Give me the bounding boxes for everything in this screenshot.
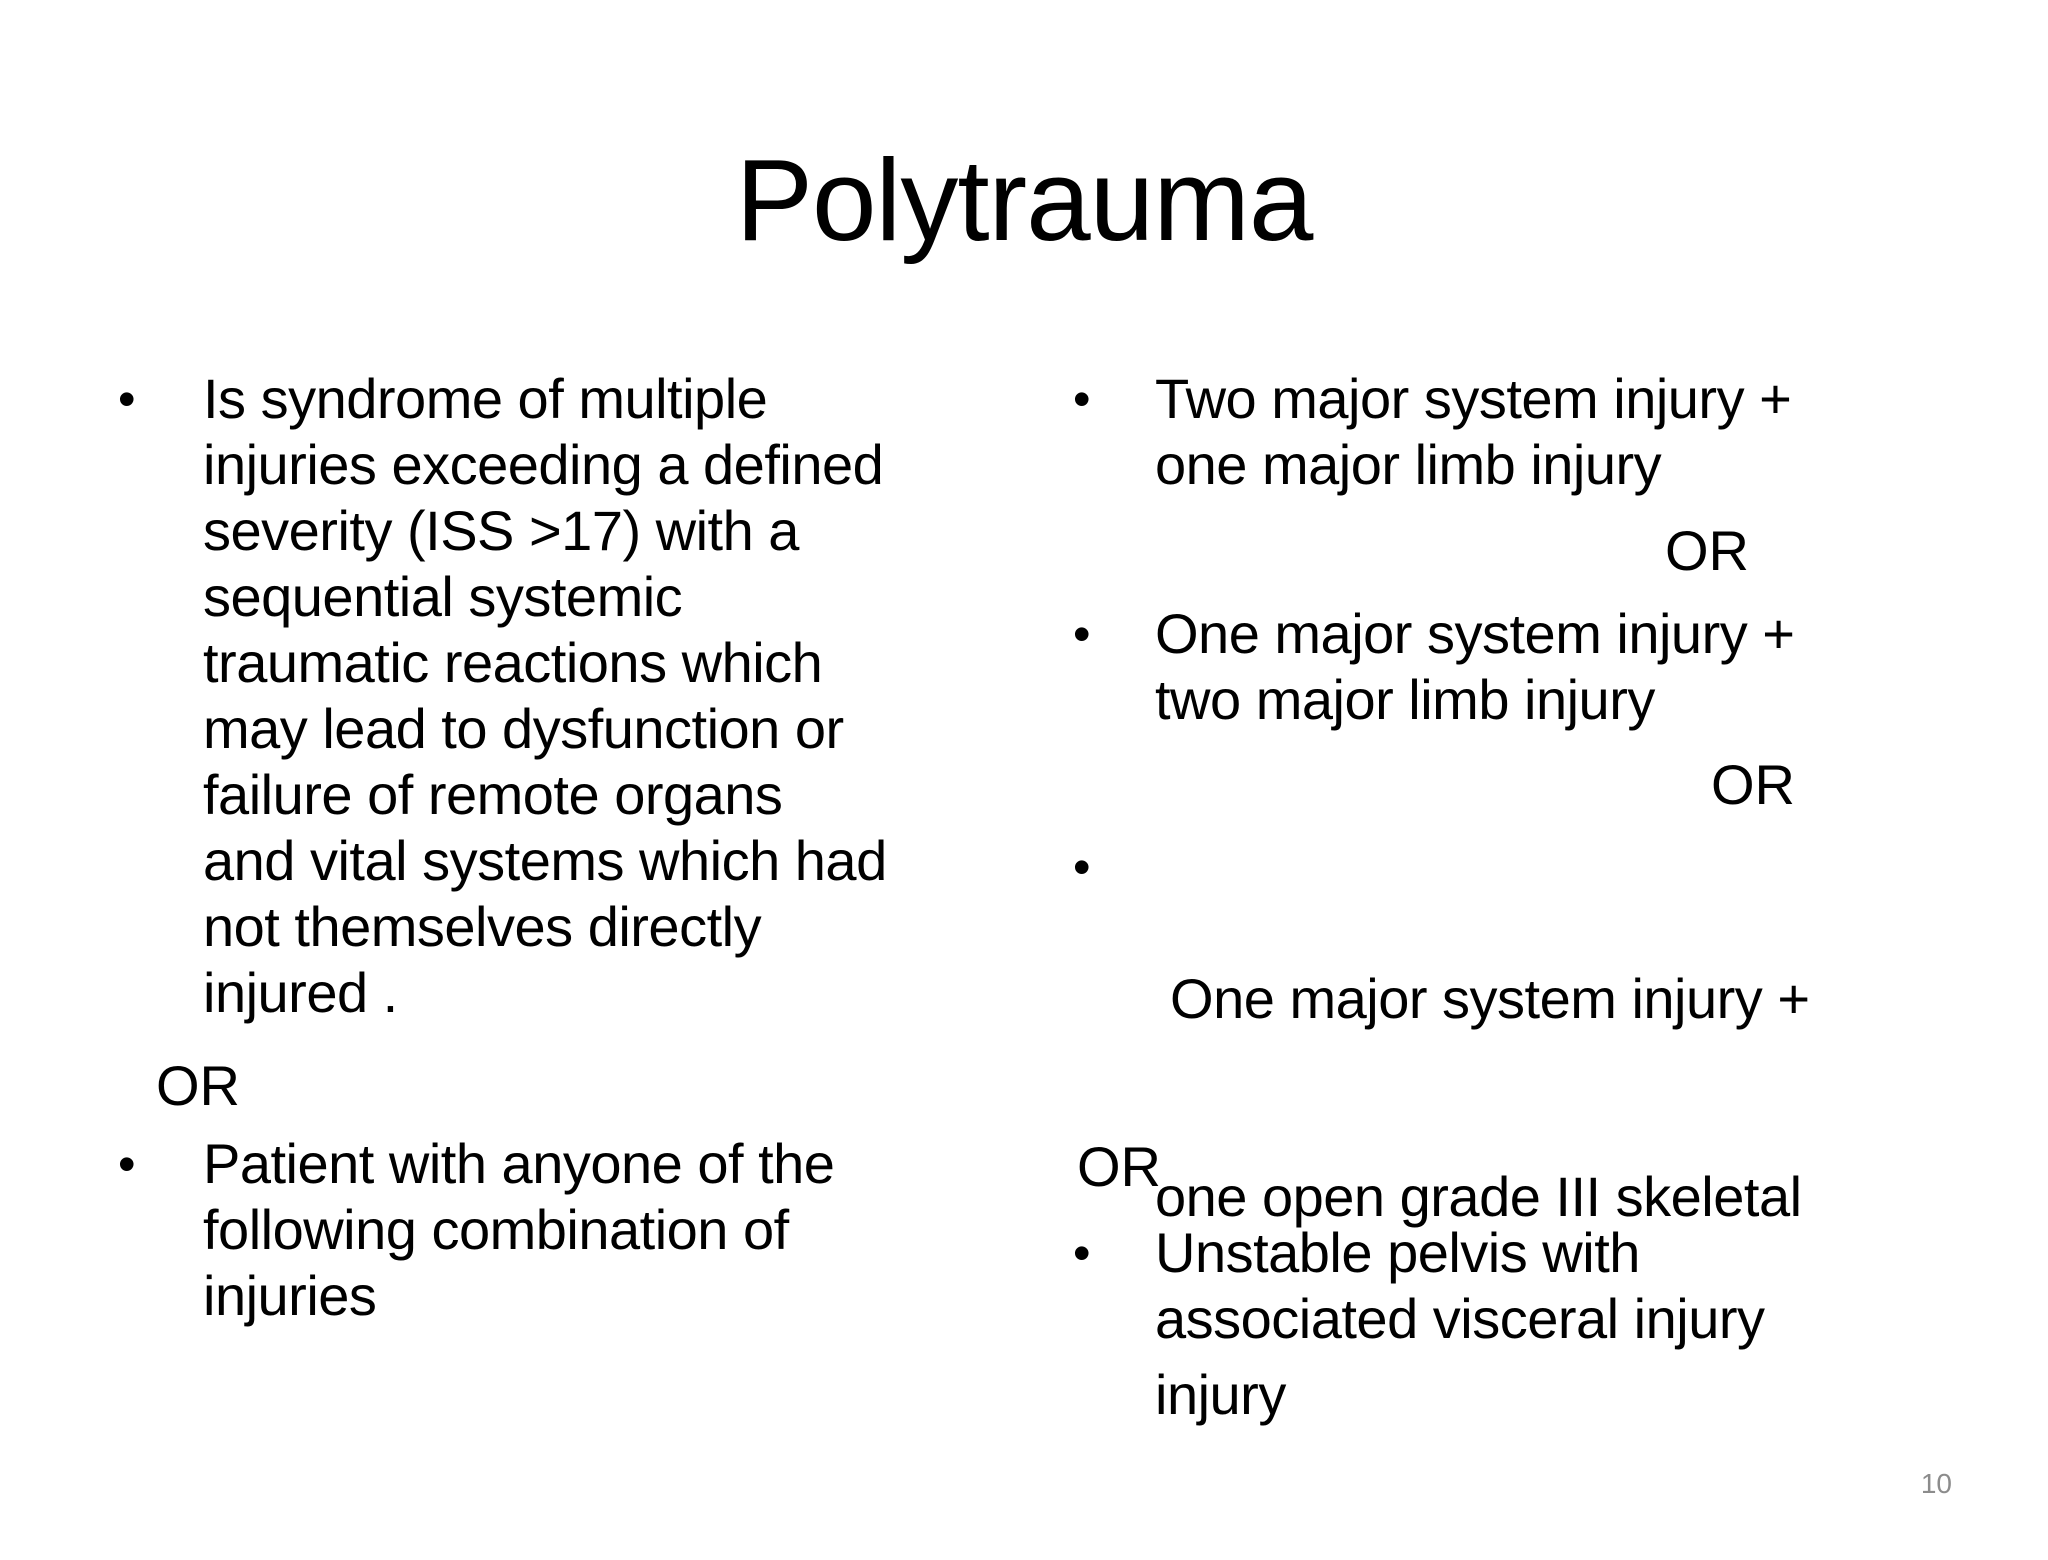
- bullet-dot: •: [118, 371, 136, 427]
- text-line: traumatic reactions which: [203, 631, 823, 694]
- bullet-dot: •: [1073, 1225, 1091, 1281]
- text-line: Two major system injury +: [1155, 367, 1792, 430]
- right-bullet-2: [1155, 601, 1794, 733]
- text-line: One major system injury +: [1155, 967, 1810, 1030]
- right-bullet-4: [1155, 1220, 1764, 1352]
- bullet-dot: •: [118, 1136, 136, 1192]
- text-line: associated visceral injury: [1155, 1287, 1765, 1350]
- text-line: one open grade III skeletal: [1155, 1165, 1802, 1228]
- text-line: Unstable pelvis with: [1155, 1221, 1640, 1284]
- left-bullet-2: [203, 1131, 834, 1329]
- text-line: Patient with anyone of the: [203, 1132, 835, 1195]
- text-line: sequential systemic: [203, 565, 683, 628]
- text-line: One major system injury +: [1155, 602, 1795, 665]
- text-line: severity (ISS >17) with a: [203, 499, 799, 562]
- text-line: two major limb injury: [1155, 668, 1655, 731]
- text-line: failure of remote organs: [203, 763, 783, 826]
- bullet-dot: •: [1073, 371, 1091, 427]
- text-line: one major limb injury: [1155, 433, 1662, 496]
- text-line: Is syndrome of multiple: [203, 367, 768, 430]
- slide-title: Polytrauma: [735, 135, 1313, 265]
- text-line: injured .: [203, 961, 398, 1024]
- text-line: injury: [1155, 1363, 1286, 1426]
- or-label: OR: [1077, 1135, 1161, 1198]
- bullet-dot: •: [1073, 839, 1091, 895]
- text-line: and vital systems which had: [203, 829, 887, 892]
- or-label: OR: [1665, 519, 1749, 582]
- right-bullet-3: [1155, 834, 1810, 1560]
- or-label: OR: [156, 1054, 240, 1117]
- or-label: OR: [1711, 753, 1795, 816]
- text-line: injuries: [203, 1264, 377, 1327]
- text-line: injuries exceeding a defined: [203, 433, 884, 496]
- right-bullet-1: [1155, 366, 1791, 498]
- page-number: 10: [1920, 1468, 1952, 1499]
- text-line: not themselves directly: [203, 895, 762, 958]
- left-bullet-1: [203, 366, 887, 1026]
- text-line: following combination of: [203, 1198, 789, 1261]
- text-line: may lead to dysfunction or: [203, 697, 844, 760]
- bullet-dot: •: [1073, 606, 1091, 662]
